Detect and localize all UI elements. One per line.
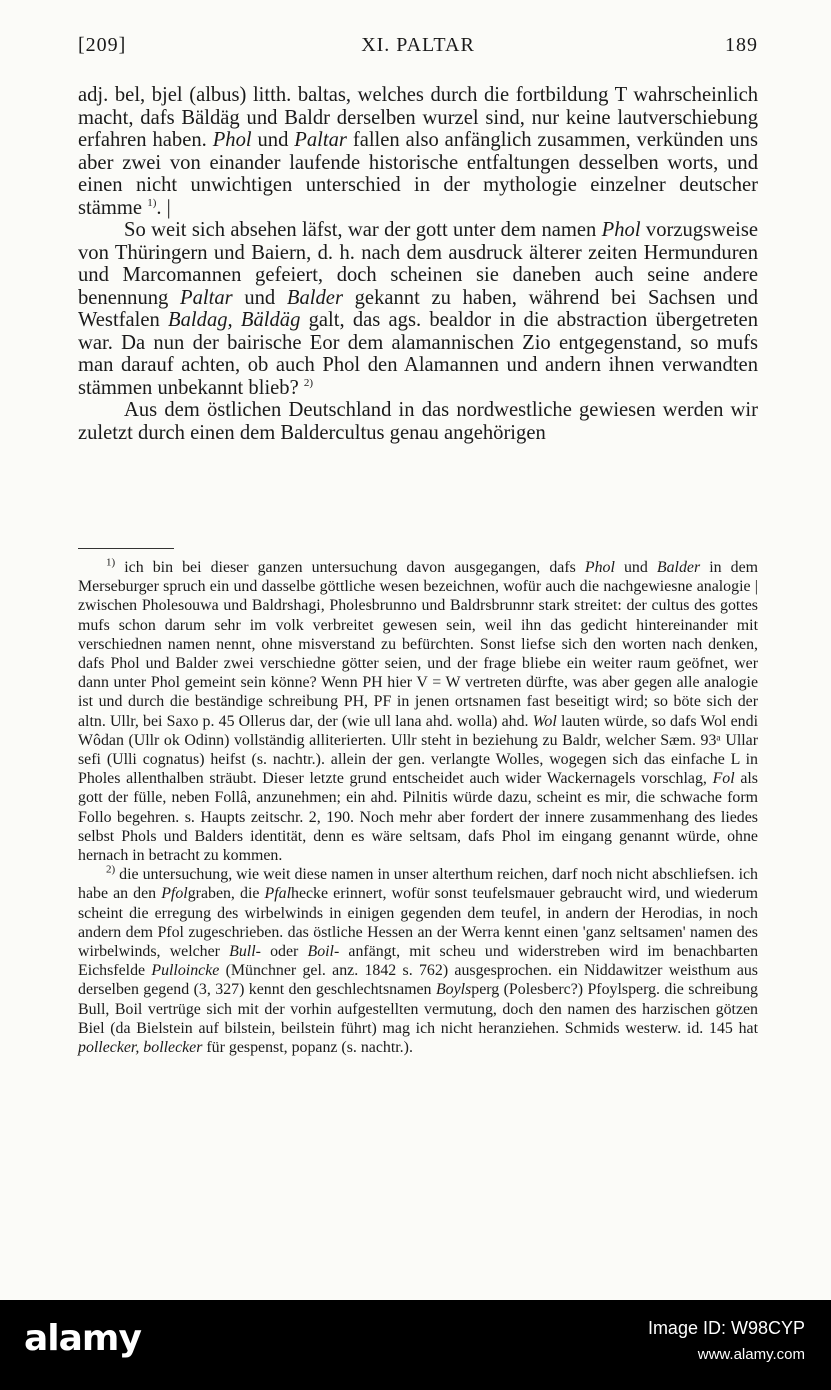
text-run: lauten würde, so dafs Wol endi Wôdan (Ullr ok Odinn) vollständig alliterierten. Ullr steht in beziehung zu Baldr, welcher Sæm. 93ᵃ Ullar sefi (Ulli cognatus) heifst (s. nachtr.). allein der gen. verlangte Wolles, wogegen sich das einfache L in Pholes allenthalben sträubt. Dieser letzte grund entscheidet auch wider Wackernagels vorschlag,	[78, 712, 758, 788]
main-text	[78, 84, 758, 444]
footnotes	[78, 558, 758, 1057]
brand-logo: alamy	[24, 1318, 141, 1359]
paragraph-1	[78, 84, 758, 219]
footnote-marker: 2)	[106, 863, 116, 876]
text-run: Wol	[532, 712, 557, 730]
text-run: Bull-	[229, 943, 261, 961]
text-run: Phol	[584, 559, 615, 576]
text-run: für gespenst, popanz (s. nachtr.).	[202, 1039, 413, 1057]
text-run: pollecker, bollecker	[78, 1039, 203, 1057]
text-run: graben, die	[187, 885, 265, 903]
text-run: vorzugsweise von Thüringern und Baiern, d. h. nach dem ausdruck älterer zeiten Hermunduren und Marcomannen gefeiert, doch scheinen sie daneben auch seine andere benennung	[78, 219, 758, 309]
text-run: Baldag, Bäldäg	[168, 309, 301, 331]
text-run: in dem Merseburger spruch ein und dasselbe göttliche wesen bezeichnen, wofür auch die nachgewiesne analogie | zwischen Pholesouwa und Baldrshagi, Pholesbrunno und Baldrsbrunnr stark streitet: der cultus des gottes mufs schon darum sehr im volk verbreitet gewesen sein, weil ihn das gedicht hintereinander mit verschiednen namen nennt, ohne misverstand zu befürchten. Sonst liefse sich den worten nach denken, dafs Phol und Balder zwei verschiedne götter seien, und der frage bliebe ein weiter raum geöfnet, wer dann unter Phol gemeint sein könne? Wenn PH hier V = W vertreten dürfte, was aber gegen alle analogie ist und durch die beständige schreibung PH, PF in jenen ortsnamen fast beseitigt wird; so böte sich der altn. Ullr, bei Saxo p. 45 Ollerus dar, der (wie ull lana ahd. wolla) ahd.	[78, 559, 758, 730]
text-run: Balder	[656, 559, 701, 576]
text-run: Balder	[286, 286, 343, 309]
text-run: die untersuchung, wie weit diese namen in unser alterthum reichen, darf noch nicht abschliefsen. ich habe an den	[78, 866, 758, 903]
site-url: www.alamy.com	[697, 1346, 805, 1363]
text-run: fallen also anfänglich zusammen, verkünden uns aber zwei von einander laufende historische entfaltungen desselben worts, und einen nicht unwichtigen unterschied in der mythologie einzelner deutscher stämme	[78, 129, 758, 219]
text-run: perg (Polesberc?) Pfoylsperg. die schreibung Bull, Boil vertrüge sich mit der vorhin aufgestellten vermutung, doch den namen des harzischen götzen Biel (da Bielstein auf bilstein, beilstein führt) mag ich nicht heranziehen. Schmids westerw. id. 145 hat	[78, 981, 758, 1037]
footnote-marker: 1)	[106, 556, 116, 569]
footnote-1	[78, 558, 758, 865]
text-run: ich bin bei dieser ganzen untersuchung davon ausgegangen, dafs	[115, 559, 585, 576]
paragraph-2	[78, 219, 758, 399]
text-run: und	[251, 129, 295, 151]
footnote-marker: 1)	[147, 196, 157, 209]
text-run: So weit sich absehen läfst, war der gott unter dem namen	[124, 219, 602, 241]
text-run: anfängt, mit scheu und widerstreben wird im benachbarten Eichsfelde	[78, 943, 759, 980]
text-run: und	[232, 286, 287, 309]
text-run: und	[614, 559, 657, 576]
text-run: Aus dem östlichen Deutschland in das nordwestliche gewiesen werden wir zuletzt durch einen dem Baldercultus genau angehörigen	[78, 399, 758, 444]
text-run: Fol	[712, 770, 735, 788]
text-run: gekannt zu haben, während bei Sachsen und Westfalen	[78, 286, 759, 331]
text-run: . |	[156, 196, 171, 219]
text-run: adj. bel, bjel (albus) litth. baltas, welches durch die fortbildung T wahrscheinlich macht, dafs Bäldäg und Baldr derselben wurzel sind, nur keine lautverschiebung erfahren haben.	[78, 84, 758, 151]
text-run: Boil-	[307, 943, 340, 961]
text-run: als gott der fülle, neben Follâ, anzunehmen; ein ahd. Pilnitis würde dazu, scheint es mir, die schwache form Follo begehren. s. Haupts zeitschr. 2, 190. Noch mehr aber fordert der innere zusammenhang des liedes selbst Phols und Balders identität, denn es wäre seltsam, dafs Phol im eingang genannt würde, ohne hernach in betracht zu kommen.	[78, 770, 758, 865]
page-number: 189	[725, 34, 758, 56]
text-run: Phol	[601, 219, 641, 241]
footnote-divider	[78, 548, 174, 549]
image-id: Image ID: W98CYP	[647, 1318, 805, 1338]
footnote-2	[78, 865, 758, 1057]
text-run: oder	[260, 943, 308, 961]
chapter-title: XI. PALTAR	[361, 34, 475, 56]
text-run: Pfal	[264, 885, 291, 903]
text-run: (Münchner gel. anz. 1842 s. 762) ausgesprochen. ein Niddawitzer weisthum aus derselben gegend (3, 327) kennt den geschlechtsnamen	[78, 962, 758, 999]
footnote-marker: 2)	[303, 376, 314, 389]
text-run: galt, das ags. bealdor in die abstraction übergetreten war. Da nun der bairische Eor dem alamannischen Zio entgegenstand, so mufs man darauf achten, ob auch Phol den Alamannen und andern ihnen verwandten stämmen unbekannt blieb?	[78, 309, 758, 399]
text-run: Pfol	[161, 885, 188, 903]
running-header	[78, 34, 758, 64]
header-bracket-page: [209]	[78, 34, 127, 56]
text-run: Pulloincke	[151, 962, 220, 980]
text-run: Paltar	[180, 286, 233, 309]
paragraph-3	[78, 399, 758, 444]
text-run: Paltar	[294, 129, 347, 151]
text-run: Boyls	[435, 981, 472, 999]
text-run: hecke erinnert, wofür sonst teufelsmauer gebraucht wird, und wiederum scheint die erregung des wirbelwinds in einigen gegenden dem teufel, in andern der Herodias, in noch andern dem Pfol zugeschrieben. das östliche Hessen an der Werra kennt einen 'ganz seltsamen' namen des wirbelwinds, welcher	[78, 885, 758, 961]
text-run: Phol	[212, 129, 252, 151]
